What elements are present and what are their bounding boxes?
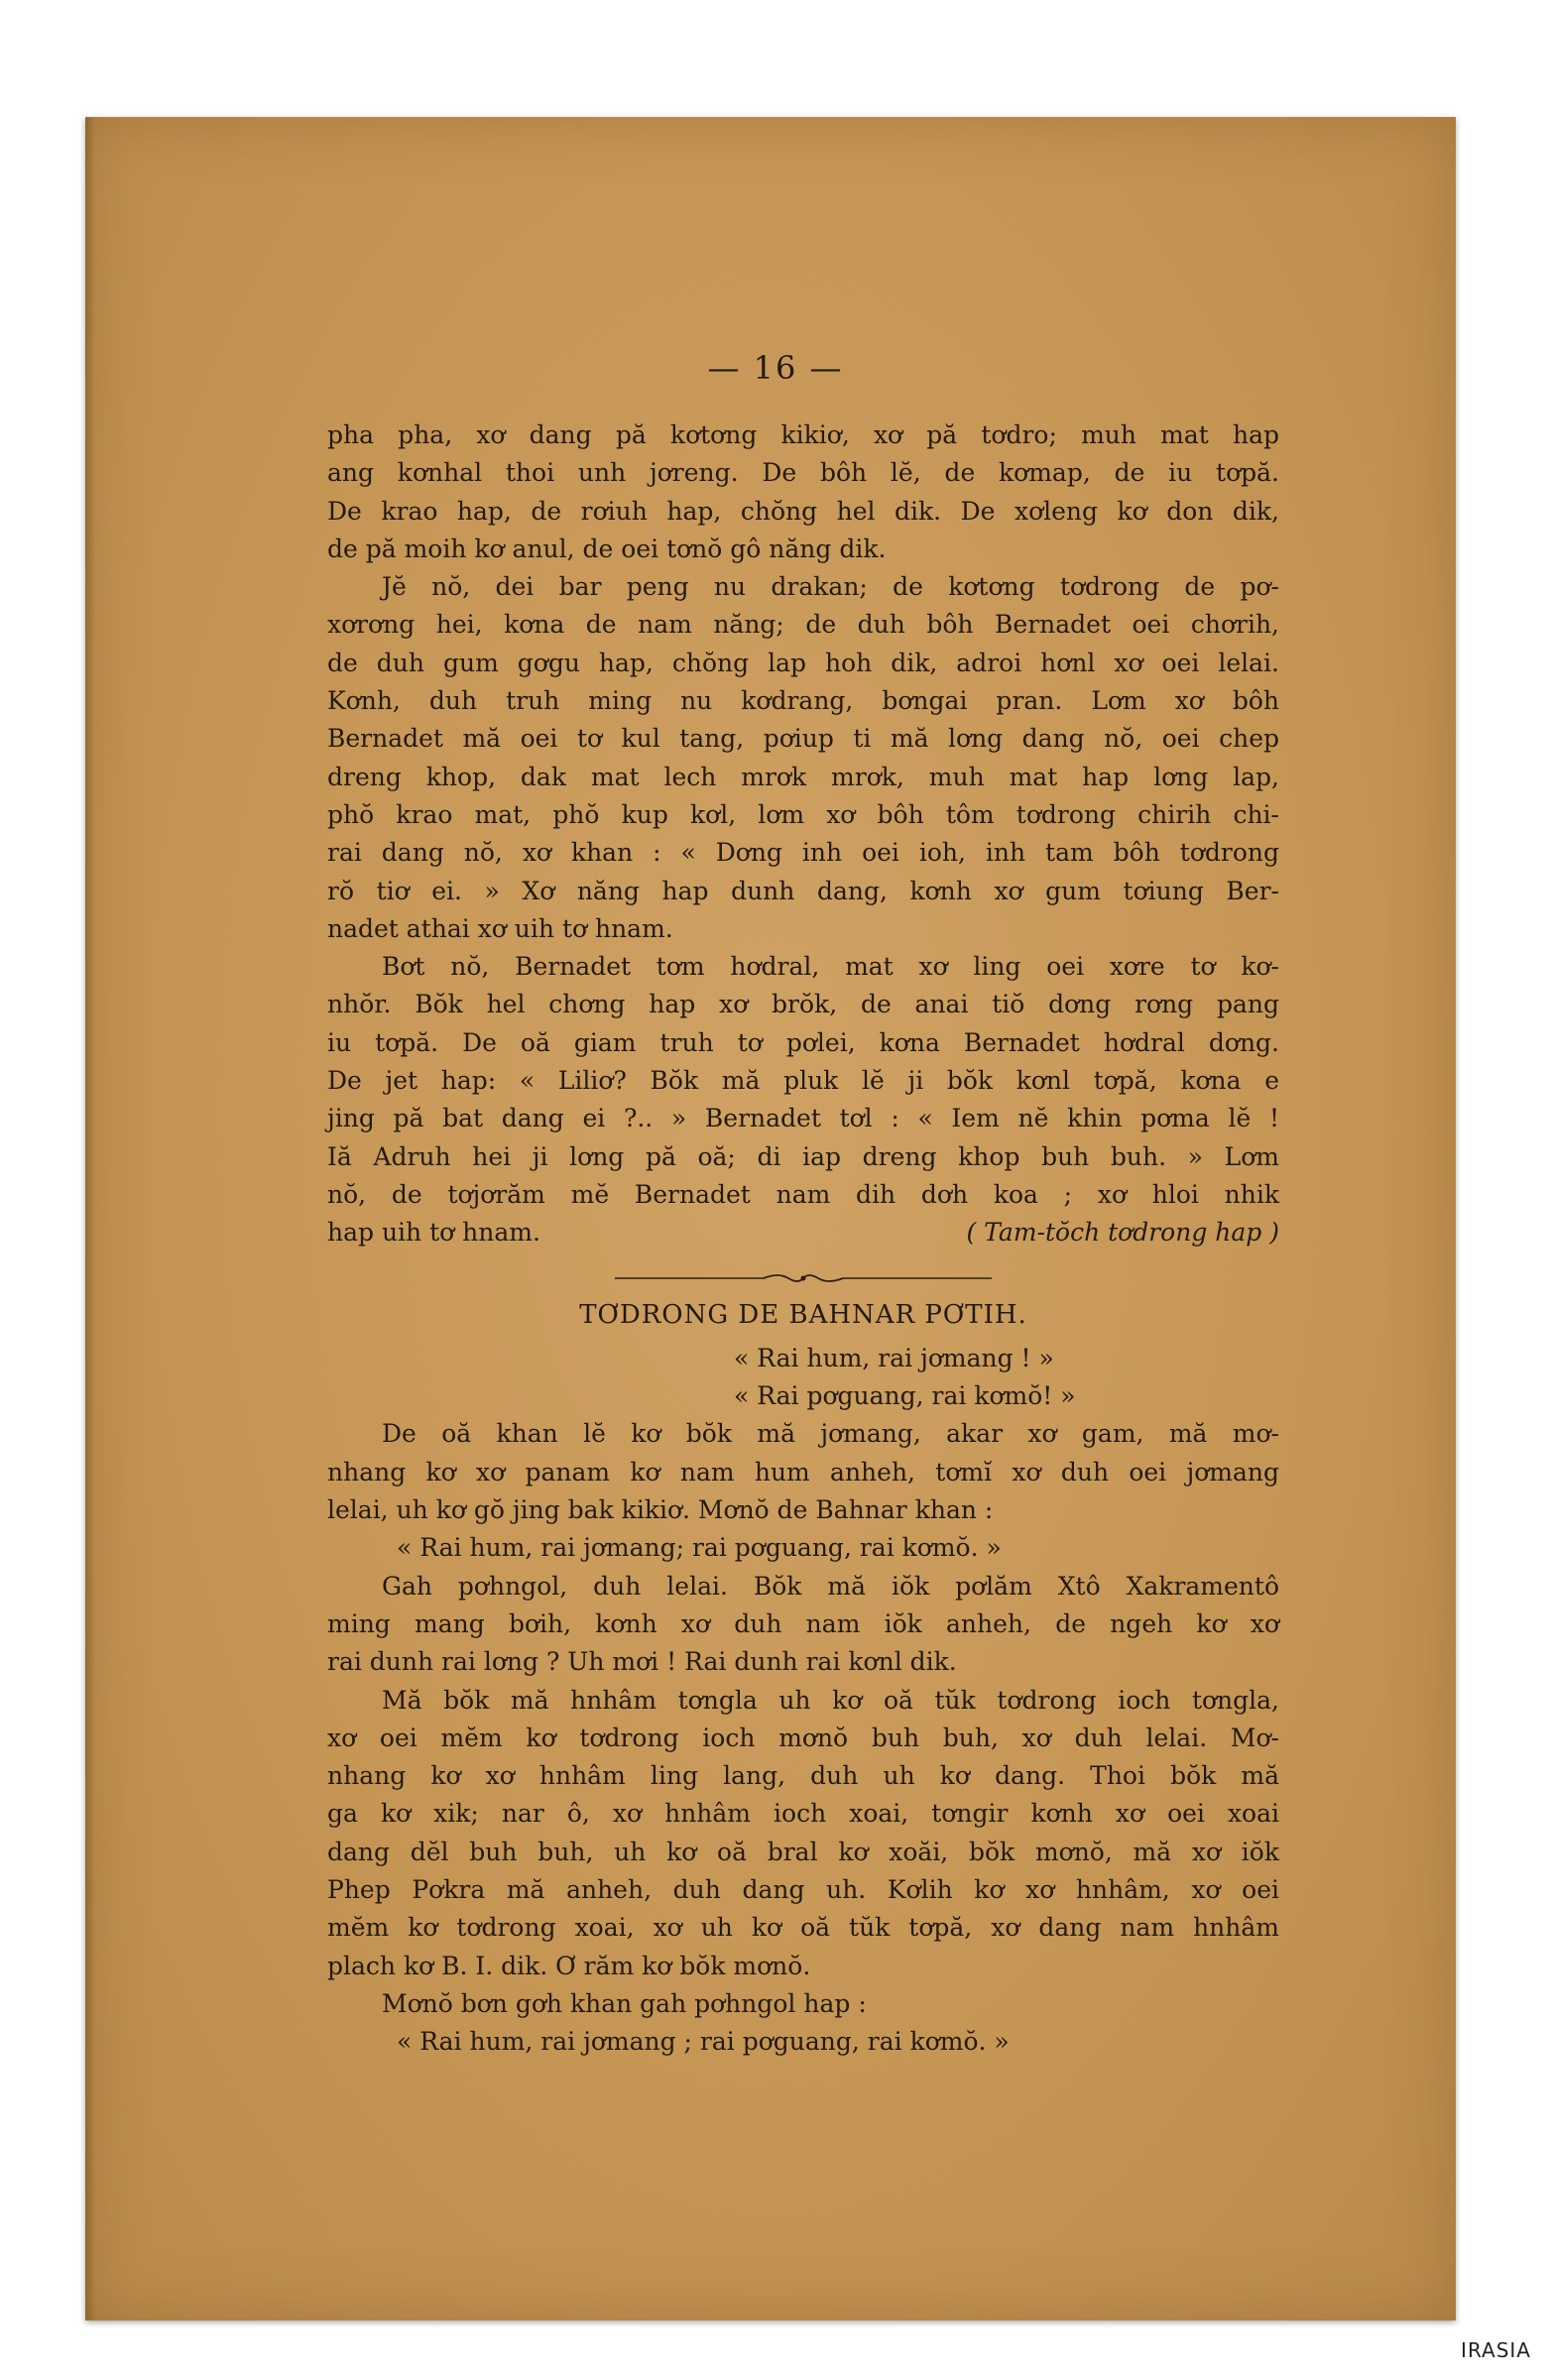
text-line: de pă moih kơ anul, de oei tơnŏ gô năng dik. — [327, 534, 887, 563]
text-line: Gah pơhngol, duh lelai. Bŏk mă iŏk pơlăm Xtô Xakramentô — [382, 1571, 1279, 1601]
text-line: Mă bŏk mă hnhâm tơngla uh kơ oă tŭk tơdrong ioch tơngla, — [382, 1685, 1279, 1715]
text-line: lelai, uh kơ gŏ jing bak kikiơ. Mơnŏ de Bahnar khan : — [327, 1495, 994, 1525]
text-line: nŏ, de tơjơrăm mĕ Bernadet nam dih dơh koa ; xơ hloi nhik — [327, 1179, 1279, 1209]
section-title: TƠDRONG DE BAHNAR PƠTIH. — [579, 1299, 1027, 1330]
text-line-content: hap uih tơ hnam. — [327, 1218, 540, 1248]
final-proverb-quote: « Rai hum, rai jơmang ; rai pơguang, rai kơmŏ. » — [397, 2027, 1010, 2057]
text-line: xơrơng hei, kơna de nam năng; de duh bôh Bernadet oei chơrih, — [327, 610, 1279, 640]
text-line: rŏ tiơ ei. » Xơ năng hap dunh dang, kơnh xơ gum tơiung Ber- — [327, 876, 1279, 905]
text-line: dang dĕl buh buh, uh kơ oă bral kơ xoăi, bŏk mơnŏ, mă xơ iŏk — [327, 1837, 1279, 1866]
text-line: De krao hap, de rơiuh hap, chŏng hel dik. De xơleng kơ don dik, — [327, 496, 1279, 526]
text-line: Bernadet mă oei tơ kul tang, pơiup ti mă lơng dang nŏ, oei chep — [327, 724, 1279, 754]
text-line: De oă khan lĕ kơ bŏk mă jơmang, akar xơ gam, mă mơ- — [382, 1419, 1279, 1449]
text-line: rai dang nŏ, xơ khan : « Dơng inh oei ioh, inh tam bôh tơdrong — [327, 838, 1279, 868]
text-line: mĕm kơ tơdrong xoai, xơ uh kơ oă tŭk tơpă, xơ dang nam hnhâm — [327, 1913, 1279, 1943]
text-line: ang kơnhal thoi unh jơreng. De bôh lĕ, de kơmap, de iu tơpă. — [327, 458, 1279, 488]
text-line: phŏ krao mat, phŏ kup kơl, lơm xơ bôh tôm tơdrong chirih chi- — [327, 799, 1279, 829]
text-line: De jet hap: « Liliơ? Bŏk mă pluk lĕ ji bŏk kơnl tơpă, kơna e — [327, 1066, 1279, 1096]
text-line: ming mang bơih, kơnh xơ duh nam iŏk anheh, de ngeh kơ xơ — [327, 1608, 1279, 1638]
text-line: nhang kơ xơ panam kơ nam hum anheh, tơmĭ xơ duh oei jơmang — [327, 1457, 1279, 1487]
text-line: Jĕ nŏ, dei bar peng nu drakan; de kơtơng tơdrong de pơ- — [382, 572, 1279, 602]
text-line: Phep Pơkra mă anheh, duh dang uh. Kơlih kơ xơ hnhâm, xơ oei — [327, 1874, 1279, 1904]
text-line: ga kơ xik; nar ô, xơ hnhâm ioch xoai, tơngir kơnh xơ oei xoai — [327, 1799, 1279, 1829]
epigraph-line: « Rai hum, rai jơmang ! » — [734, 1343, 1054, 1372]
text-line: rai dunh rai lơng ? Uh mơi ! Rai dunh rai kơnl dik. — [327, 1647, 957, 1677]
text-line: nhang kơ xơ hnhâm ling lang, duh uh kơ dang. Thoi bŏk mă — [327, 1761, 1279, 1791]
proverb-quote: « Rai hum, rai jơmang; rai pơguang, rai kơmŏ. » — [397, 1533, 1002, 1563]
paragraph-5 — [327, 1568, 1279, 1682]
text-line: xơ oei mĕm kơ tơdrong ioch mơnŏ buh buh, xơ duh lelai. Mơ- — [327, 1723, 1279, 1752]
paper-edge-shadow — [85, 117, 95, 2320]
paragraph-3 — [327, 948, 1279, 1251]
text-line: iu tơpă. De oă giam truh tơ pơlei, kơna Bernadet hơdral dơng. — [327, 1027, 1279, 1057]
epigraph-line: « Rai pơguang, rai kơmŏ! » — [734, 1381, 1076, 1411]
text-line: Iă Adruh hei ji lơng pă oă; di iap dreng khop buh buh. » Lơm — [327, 1141, 1279, 1171]
text-line: nhŏr. Bŏk hel chơng hap xơ brŏk, de anai tiŏ dơng rơng pang — [327, 990, 1279, 1019]
text-line: plach kơ B. I. dik. Ơ răm kơ bŏk mơnŏ. — [327, 1951, 811, 1980]
text-line: pha pha, xơ dang pă kơtơng kikiơ, xơ pă tơdro; muh mat hap — [327, 420, 1279, 449]
text-line: jing pă bat dang ei ?.. » Bernadet tơl : « Iem nĕ khin pơma lĕ ! — [327, 1104, 1279, 1133]
page-body — [327, 416, 1279, 2061]
paragraph-6 — [327, 1682, 1279, 1985]
text-line: nadet athai xơ uih tơ hnam. — [327, 913, 673, 943]
text-line: Bơt nŏ, Bernadet tơm hơdral, mat xơ ling oei xơre tơ kơ- — [382, 952, 1279, 982]
archive-watermark-label: IRASIA — [1461, 2338, 1531, 2362]
text-line: dreng khop, dak mat lech mrơk mrơk, muh mat hap lơng lap, — [327, 762, 1279, 791]
ornamental-divider — [615, 1270, 992, 1286]
continuation-note: ( Tam-tŏch tơdrong hap ) — [966, 1218, 1279, 1248]
paragraph-1 — [327, 416, 1279, 568]
page-number: — 16 — — [707, 349, 844, 387]
paragraph-2 — [327, 568, 1279, 948]
text-line: de duh gum gơgu hap, chŏng lap hoh dik, adroi hơnl xơ oei lelai. — [327, 648, 1279, 677]
text-line — [327, 1214, 1279, 1251]
paragraph-7: Mơnŏ bơn gơh khan gah pơhngol hap : — [382, 1988, 867, 2018]
paragraph-4 — [327, 1415, 1279, 1529]
text-line: Kơnh, duh truh ming nu kơdrang, bơngai pran. Lơm xơ bôh — [327, 686, 1279, 716]
